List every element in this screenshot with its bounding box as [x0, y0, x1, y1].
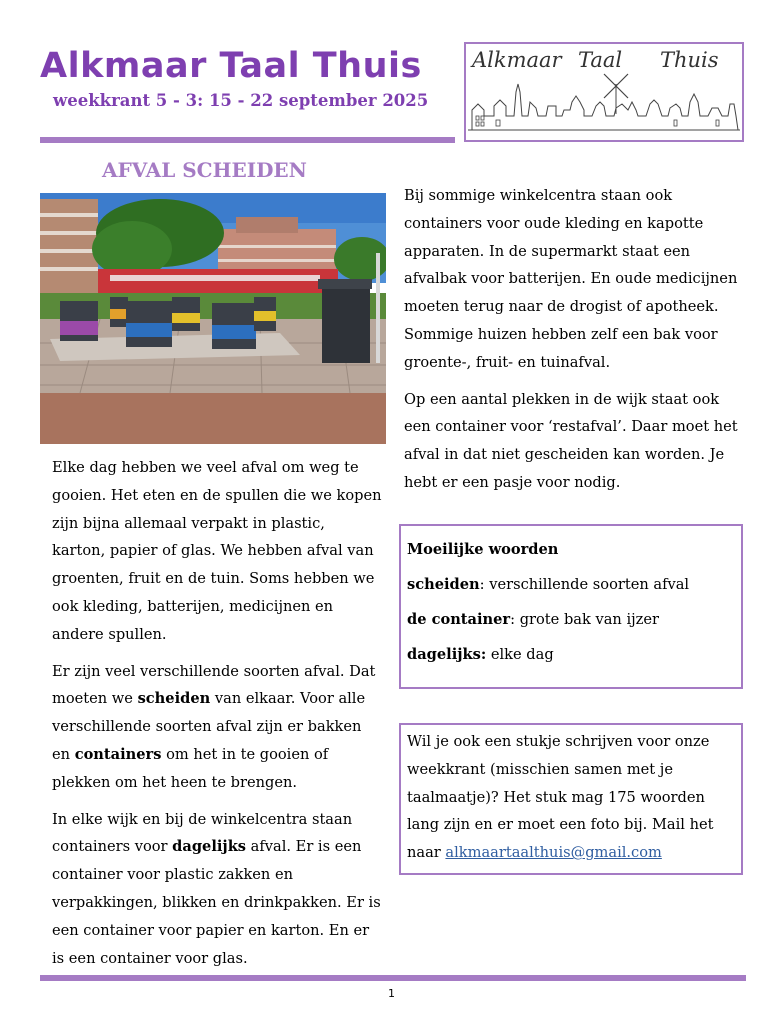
- bold-term-containers: containers: [74, 745, 162, 763]
- containers-photo: [40, 193, 386, 444]
- logo-word-alkmaar: Alkmaar: [472, 48, 562, 72]
- header-divider: [40, 137, 455, 143]
- page-number: 1: [388, 987, 395, 1000]
- article-right-column: [404, 182, 744, 506]
- vocabulary-separator: :: [479, 576, 490, 593]
- paragraph-shopping-centres: Bij sommige winkelcentra staan ook containers voor oude kleding en kapotte apparaten. In de supermarkt staat een afvalbak voor batterijen. En oude medicijnen moeten terug naar de drogist of apotheek. Sommige huizen hebben zelf een bak voor groente-, fruit- en tuinafval.: [404, 187, 738, 371]
- logo-word-taal: Taal: [578, 48, 623, 72]
- vocabulary-term: dagelijks:: [407, 646, 487, 663]
- article-title: AFVAL SCHEIDEN: [102, 158, 307, 182]
- vocabulary-heading-text: Moeilijke woorden: [407, 541, 559, 558]
- vocabulary-box: [399, 524, 743, 689]
- vocabulary-heading: [407, 532, 735, 567]
- vocabulary-item: [407, 637, 735, 672]
- bold-term-dagelijks: dagelijks: [172, 838, 247, 856]
- page-title: Alkmaar Taal Thuis: [40, 46, 422, 86]
- bold-term-scheiden: scheiden: [137, 690, 211, 708]
- paragraph-neighbourhood: [52, 806, 382, 973]
- vocabulary-term: scheiden: [407, 576, 480, 593]
- callout-text: Wil je ook een stukje schrijven voor onze weekkrant (misschien samen met je taalmaatje)? Het stuk mag 175 woorden lang zijn en er moet een foto bij. Mail het naar: [407, 733, 714, 862]
- text-run: Er zijn veel verschillende soorten afval. Dat moeten we: [52, 662, 376, 708]
- vocabulary-item: [407, 567, 735, 602]
- paragraph-residual-waste: Op een aantal plekken in de wijk staat ook een container voor ‘restafval’. Daar moet het afval in dat niet gescheiden kan worden. Je hebt er een pasje voor nodig.: [404, 390, 738, 491]
- footer-divider: [40, 975, 746, 981]
- article-left-column: [52, 454, 382, 981]
- text-run: van elkaar. Voor alle verschillende soorten afval zijn er bakken en: [52, 690, 366, 763]
- issue-subtitle: weekkrant 5 - 3: 15 - 22 september 2025: [53, 91, 429, 110]
- paragraph-intro: Elke dag hebben we veel afval om weg te gooien. Het eten en de spullen die we kopen zijn bijna allemaal verpakt in plastic, karton, papier of glas. We hebben afval van groenten, fruit en de tuin. Soms hebben we ook kleding, batterijen, medicijnen en andere spullen.: [52, 459, 382, 643]
- vocabulary-item: [407, 602, 735, 637]
- vocabulary-definition: grote bak van ijzer: [519, 611, 659, 628]
- vocabulary-separator: :: [510, 611, 520, 628]
- vocabulary-definition: verschillende soorten afval: [489, 576, 690, 593]
- text-run: In elke wijk en bij de winkelcentra staan containers voor: [52, 810, 353, 856]
- vocabulary-definition: elke dag: [490, 646, 554, 663]
- paragraph-separate: [52, 658, 382, 797]
- logo: [464, 42, 744, 142]
- logo-word-thuis: Thuis: [660, 48, 719, 72]
- text-run: afval. Er is een container voor plastic zakken en verpakkingen, blikken en drinkpakken. Er is een container voor papier en karton. En er is een container voor glas.: [52, 838, 381, 967]
- email-link[interactable]: alkmaartaalthuis@gmail.com: [445, 844, 662, 862]
- contribution-callout: [399, 723, 743, 875]
- vocabulary-term: de container: [407, 611, 511, 628]
- text-run: om het in te gooien of plekken om het heen te brengen.: [52, 745, 329, 791]
